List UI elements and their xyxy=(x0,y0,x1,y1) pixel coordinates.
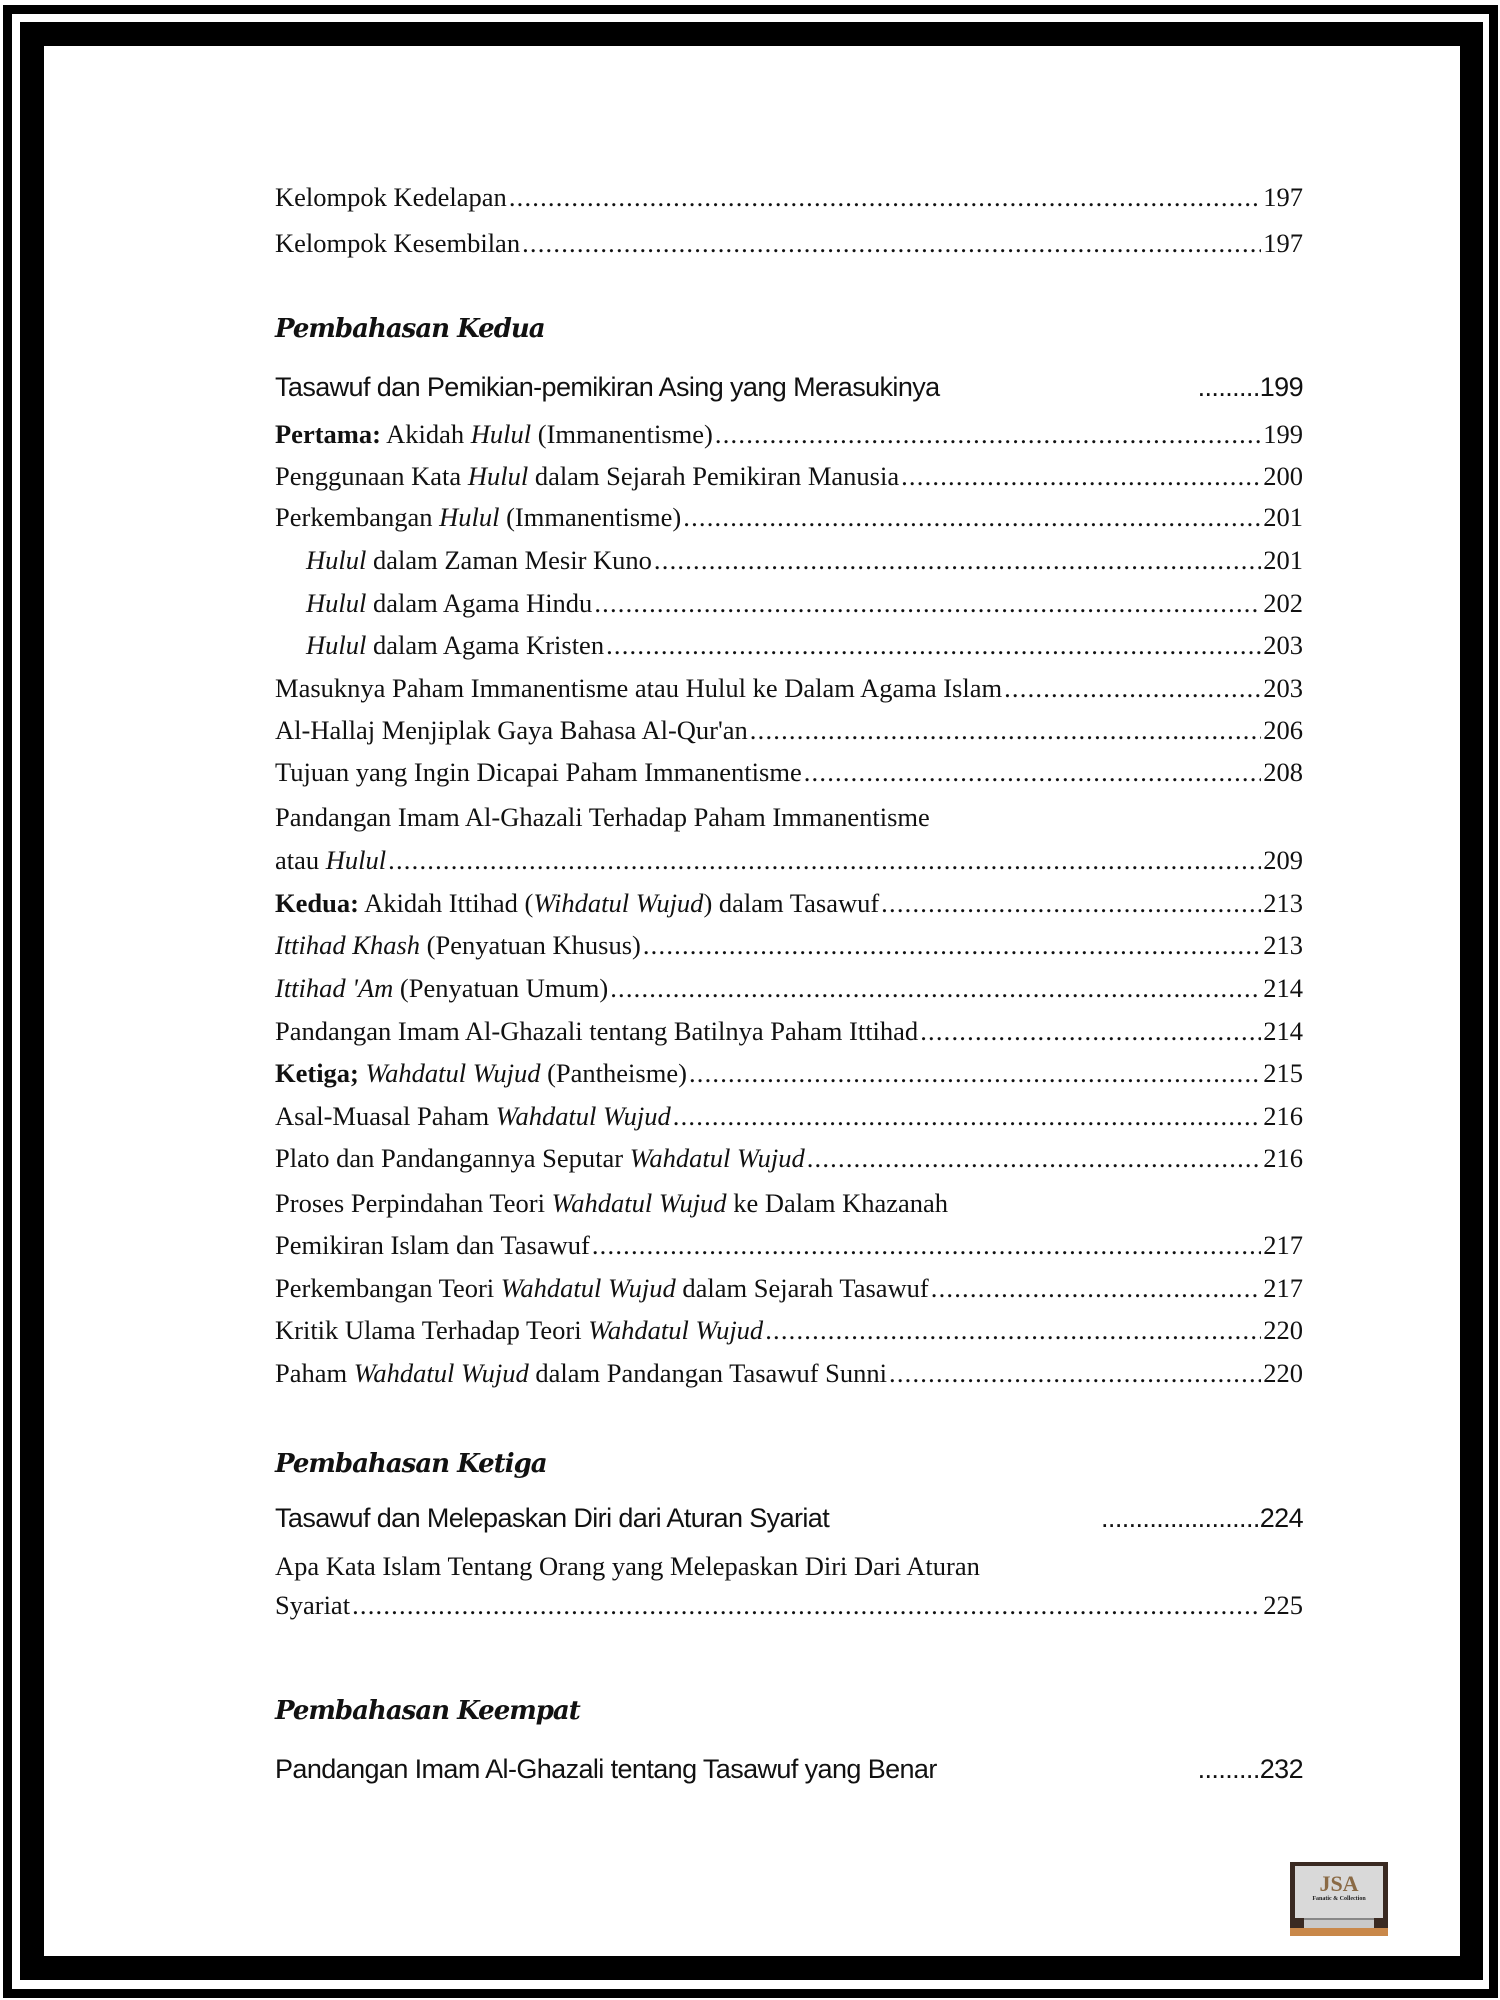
toc-entry[interactable] xyxy=(275,1056,1303,1090)
entry-text-segment: Kedua: xyxy=(275,888,359,918)
page-number: 216 xyxy=(1263,1101,1303,1131)
page-number: 213 xyxy=(1263,930,1303,960)
entry-text xyxy=(275,1313,763,1347)
entry-text-segment: Masuknya Paham Immanentisme atau Hulul ke Dalam Agama Islam xyxy=(275,673,1003,703)
page-number: 217 xyxy=(1263,1230,1303,1260)
toc-entry[interactable] xyxy=(275,713,1303,747)
toc-entry[interactable] xyxy=(275,180,1303,214)
entry-text-segment: dalam Sejarah Tasawuf xyxy=(675,1273,929,1303)
entry-text-segment: Pandangan Imam Al-Ghazali tentang Batilnya Paham Ittihad xyxy=(275,1016,919,1046)
page-number: 215 xyxy=(1263,1058,1303,1088)
dot-leader xyxy=(594,586,1261,620)
entry-text-segment: Penggunaan Kata xyxy=(275,461,468,491)
chapter-title-row[interactable] xyxy=(275,370,1303,404)
entry-text xyxy=(275,1588,350,1622)
page-number: 209 xyxy=(1263,845,1303,875)
entry-text xyxy=(275,417,713,451)
entry-text xyxy=(306,586,592,620)
entry-text-segment: Hulul xyxy=(325,845,387,875)
dot-leader xyxy=(901,459,1261,493)
entry-text-segment: (Immanentisme) xyxy=(531,419,713,449)
page-number: 202 xyxy=(1263,588,1303,618)
toc-entry[interactable] xyxy=(275,671,1303,705)
entry-text xyxy=(275,713,748,747)
toc-entry[interactable] xyxy=(275,1014,1303,1048)
page-number: 201 xyxy=(1263,502,1303,532)
entry-text xyxy=(275,800,930,834)
toc-entry[interactable] xyxy=(306,586,1303,620)
entry-text-segment: Hulul xyxy=(470,419,532,449)
dot-leader xyxy=(388,843,1261,877)
page-number: 201 xyxy=(1263,545,1303,575)
entry-text xyxy=(275,843,386,877)
page-number: 199 xyxy=(1259,372,1303,402)
section-heading: Pembahasan Keempat xyxy=(275,1696,580,1726)
entry-text xyxy=(275,1014,918,1048)
entry-text-segment: Pemikiran Islam dan Tasawuf xyxy=(275,1230,590,1260)
entry-text-segment: (Immanentisme) xyxy=(499,502,682,532)
dot-leader xyxy=(765,1313,1261,1347)
page-number: 217 xyxy=(1263,1273,1303,1303)
page-number: 200 xyxy=(1263,461,1303,491)
chapter-title: Tasawuf dan Pemikian-pemikiran Asing yang Merasukinya xyxy=(275,372,940,402)
entry-text-segment: Paham xyxy=(275,1358,354,1388)
entry-text xyxy=(275,1056,687,1090)
entry-text-segment: Asal-Muasal Paham xyxy=(275,1101,496,1131)
toc-entry[interactable] xyxy=(275,1356,1303,1390)
toc-entry[interactable] xyxy=(275,1588,1303,1622)
entry-text xyxy=(275,928,641,962)
page-number: 220 xyxy=(1263,1358,1303,1388)
logo-desk xyxy=(1290,1928,1388,1936)
entry-text xyxy=(275,1271,929,1305)
toc-entry[interactable] xyxy=(275,1099,1303,1133)
page-number: 220 xyxy=(1263,1315,1303,1345)
page-number: 213 xyxy=(1263,888,1303,918)
dot-leader xyxy=(509,180,1261,214)
toc-entry[interactable] xyxy=(275,1271,1303,1305)
entry-text xyxy=(275,1356,887,1390)
toc-entry[interactable] xyxy=(275,928,1303,962)
entry-text-segment: Akidah xyxy=(380,419,471,449)
toc-entry[interactable] xyxy=(275,417,1303,451)
toc-entry[interactable] xyxy=(306,543,1303,577)
toc-entry[interactable] xyxy=(275,226,1303,260)
entry-text-segment: atau xyxy=(275,845,326,875)
page-number: 206 xyxy=(1263,715,1303,745)
entry-text-segment: Kelompok Kesembilan xyxy=(275,228,521,258)
dot-leader xyxy=(592,1228,1261,1262)
dot-leader xyxy=(804,755,1262,789)
dot-leader: ......... xyxy=(1197,372,1260,402)
entry-text xyxy=(306,543,652,577)
entry-text-segment: Proses Perpindahan Teori xyxy=(275,1188,552,1218)
entry-text-segment: Plato dan Pandangannya Seputar xyxy=(275,1143,630,1173)
entry-text xyxy=(275,886,879,920)
dot-leader xyxy=(522,226,1261,260)
dot-leader xyxy=(654,543,1261,577)
entry-text xyxy=(275,755,802,789)
toc-entry[interactable] xyxy=(275,500,1303,534)
dot-leader xyxy=(606,628,1261,662)
entry-text-segment: dalam Sejarah Pemikiran Manusia xyxy=(528,461,900,491)
dot-leader xyxy=(683,500,1261,534)
dot-leader xyxy=(715,417,1261,451)
entry-text xyxy=(275,971,608,1005)
entry-text xyxy=(275,226,520,260)
dot-leader xyxy=(931,1271,1262,1305)
entry-text-segment: Hulul xyxy=(306,588,367,618)
dot-leader xyxy=(610,971,1261,1005)
page-number: 208 xyxy=(1263,757,1303,787)
entry-text xyxy=(275,1141,805,1175)
entry-text-segment: Wahdatul Wujud xyxy=(353,1358,529,1388)
dot-leader xyxy=(920,1014,1261,1048)
entry-text xyxy=(306,628,604,662)
page-number: 199 xyxy=(1263,419,1303,449)
entry-text xyxy=(275,500,681,534)
page-number: 203 xyxy=(1263,673,1303,703)
entry-text-segment: dalam Zaman Mesir Kuno xyxy=(366,545,652,575)
chapter-title-row[interactable] xyxy=(275,1752,1303,1786)
section-heading: Pembahasan Ketiga xyxy=(275,1449,547,1479)
entry-text-segment: Hulul xyxy=(439,502,500,532)
entry-text-segment: Pandangan Imam Al-Ghazali Terhadap Paham Immanentisme xyxy=(275,802,930,832)
entry-text-segment: Apa Kata Islam Tentang Orang yang Melepaskan Diri Dari Aturan xyxy=(275,1551,980,1581)
dot-leader xyxy=(673,1099,1261,1133)
page-number: 197 xyxy=(1263,182,1303,212)
toc-entry[interactable] xyxy=(275,1313,1303,1347)
entry-text-segment: Hulul xyxy=(306,630,367,660)
entry-text xyxy=(275,1099,671,1133)
toc-entry[interactable] xyxy=(306,628,1303,662)
entry-text-segment: Wahdatul Wujud xyxy=(365,1058,541,1088)
entry-text-segment xyxy=(359,1058,366,1088)
entry-text-segment: Hulul xyxy=(306,545,367,575)
toc-entry[interactable] xyxy=(275,843,1303,877)
entry-text-segment: (Penyatuan Umum) xyxy=(393,973,609,1003)
dot-leader xyxy=(352,1588,1261,1622)
entry-text-segment: Ittihad Khash xyxy=(275,930,421,960)
entry-text-segment: Al-Hallaj Menjiplak Gaya Bahasa Al-Qur'an xyxy=(275,715,748,745)
entry-text xyxy=(275,1186,948,1220)
entry-text-segment: Kelompok Kedelapan xyxy=(275,182,507,212)
entry-text-segment: ) dalam Tasawuf xyxy=(703,888,880,918)
entry-text-segment: Wahdatul Wujud xyxy=(629,1143,805,1173)
section-heading: Pembahasan Kedua xyxy=(275,314,545,344)
entry-text xyxy=(275,1228,590,1262)
page-number: 214 xyxy=(1263,973,1303,1003)
toc-entry[interactable] xyxy=(275,1549,1303,1583)
entry-text-segment: Hulul xyxy=(467,461,529,491)
page-number: 203 xyxy=(1263,630,1303,660)
page-number: 197 xyxy=(1263,228,1303,258)
entry-text-segment: dalam Agama Kristen xyxy=(366,630,605,660)
dot-leader xyxy=(807,1141,1262,1175)
entry-text-segment: Syariat xyxy=(275,1590,351,1620)
entry-text-segment: dalam Agama Hindu xyxy=(366,588,593,618)
entry-text-segment: Perkembangan Teori xyxy=(275,1273,501,1303)
chapter-title: Pandangan Imam Al-Ghazali tentang Tasawuf yang Benar xyxy=(275,1754,937,1784)
logo-title: JSA xyxy=(1319,1871,1359,1896)
toc-entry[interactable] xyxy=(275,971,1303,1005)
logo-subtitle: Fanatic & Collection xyxy=(1312,1896,1366,1902)
entry-text-segment: (Penyatuan Khusus) xyxy=(420,930,641,960)
page-number: 225 xyxy=(1263,1590,1303,1620)
dot-leader xyxy=(889,1356,1261,1390)
entry-text-segment: ke Dalam Khazanah xyxy=(726,1188,949,1218)
toc-entry[interactable] xyxy=(275,755,1303,789)
dot-leader xyxy=(1004,671,1261,705)
entry-text-segment: dalam Pandangan Tasawuf Sunni xyxy=(528,1358,887,1388)
dot-leader: ......... xyxy=(1197,1754,1260,1784)
entry-text-segment: Perkembangan xyxy=(275,502,440,532)
entry-text-segment: Wahdatul Wujud xyxy=(551,1188,727,1218)
page-number: 224 xyxy=(1259,1503,1303,1533)
toc-entry[interactable] xyxy=(275,459,1303,493)
entry-text-segment: Akidah Ittihad ( xyxy=(358,888,534,918)
entry-text xyxy=(275,180,507,214)
logo-screen xyxy=(1295,1866,1383,1918)
entry-text xyxy=(275,671,1002,705)
entry-text-segment: Tujuan yang Ingin Dicapai Paham Immanentisme xyxy=(275,757,802,787)
entry-text-segment: Wahdatul Wujud xyxy=(588,1315,764,1345)
entry-text-segment: Ittihad 'Am xyxy=(275,973,394,1003)
entry-text xyxy=(275,459,899,493)
entry-text-segment: Wihdatul Wujud xyxy=(533,888,704,918)
chapter-title: Tasawuf dan Melepaskan Diri dari Aturan Syariat xyxy=(275,1503,830,1533)
dot-leader xyxy=(881,886,1261,920)
entry-text-segment: (Pantheisme) xyxy=(540,1058,687,1088)
entry-text-segment: Pertama: xyxy=(275,419,381,449)
entry-text-segment: Ketiga; xyxy=(275,1058,359,1088)
entry-text xyxy=(275,1549,980,1583)
page-number: 214 xyxy=(1263,1016,1303,1046)
toc-entry[interactable] xyxy=(275,1228,1303,1262)
toc-entry[interactable] xyxy=(275,886,1303,920)
page-number: 216 xyxy=(1263,1143,1303,1173)
entry-text-segment: Wahdatul Wujud xyxy=(500,1273,676,1303)
jsa-logo xyxy=(1290,1862,1388,1936)
entry-text-segment: Kritik Ulama Terhadap Teori xyxy=(275,1315,589,1345)
page-number: 232 xyxy=(1259,1754,1303,1784)
dot-leader xyxy=(643,928,1261,962)
toc-entry[interactable] xyxy=(275,800,1303,834)
chapter-title-row[interactable] xyxy=(275,1501,1303,1535)
toc-entry[interactable] xyxy=(275,1141,1303,1175)
dot-leader xyxy=(689,1056,1261,1090)
dot-leader xyxy=(750,713,1261,747)
entry-text-segment: Wahdatul Wujud xyxy=(495,1101,671,1131)
dot-leader: ....................... xyxy=(1101,1503,1260,1533)
toc-entry[interactable] xyxy=(275,1186,1303,1220)
